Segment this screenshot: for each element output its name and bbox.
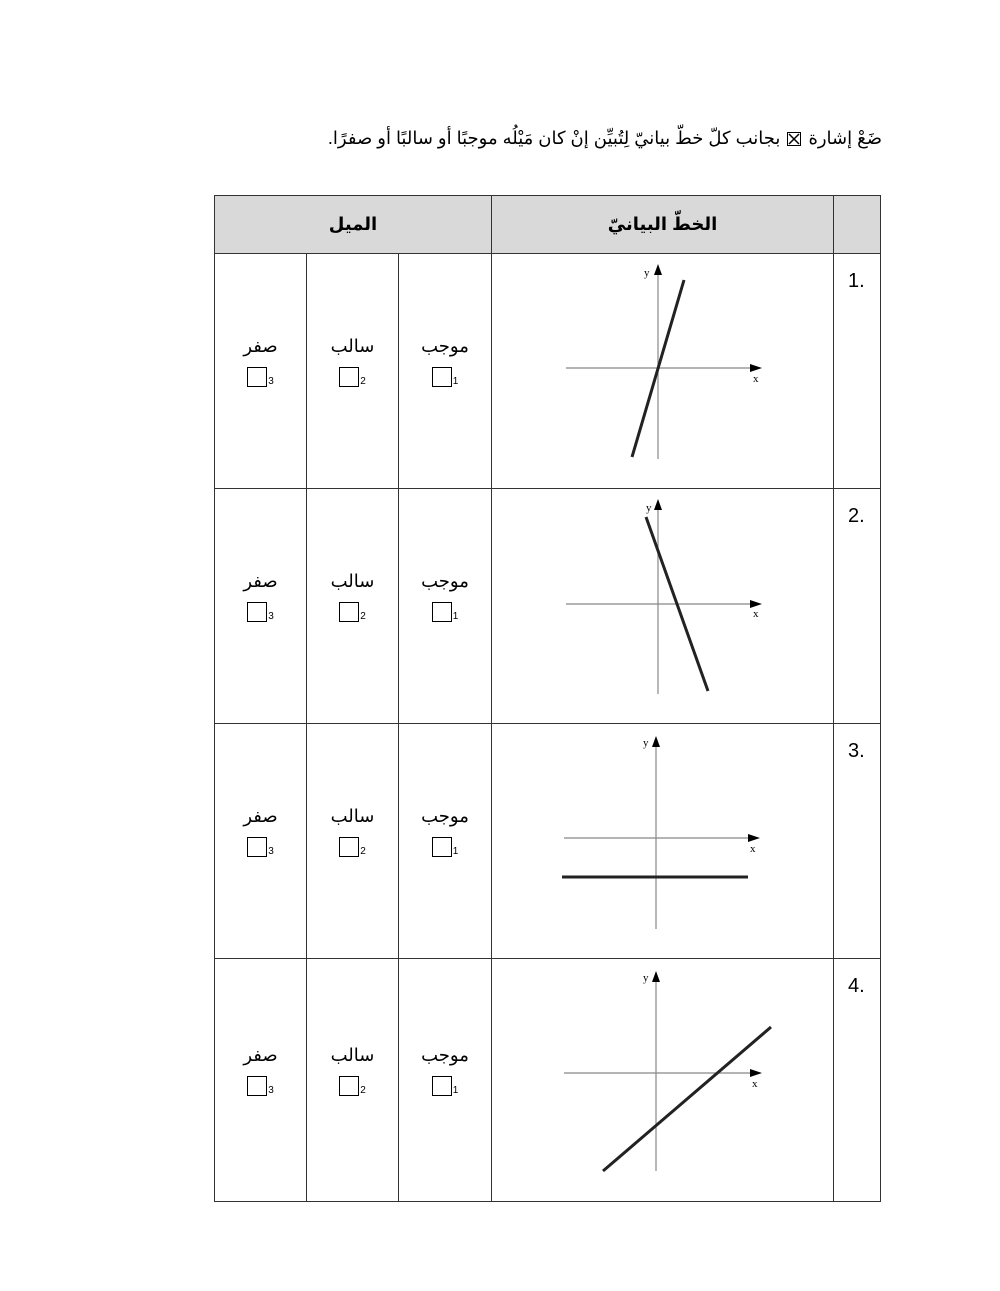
checkbox-zero[interactable]	[247, 367, 267, 387]
checkbox-number: 1	[452, 1085, 459, 1096]
x-axis-label: x	[750, 843, 756, 855]
x-axis-label: x	[753, 373, 759, 385]
graph-cell	[492, 959, 834, 1202]
checkbox-positive[interactable]	[432, 837, 452, 857]
checkbox-negative[interactable]	[339, 602, 359, 622]
checkbox-positive[interactable]	[432, 602, 452, 622]
question-number: 2.	[834, 489, 881, 724]
option-negative-cell	[307, 489, 399, 724]
header-number	[834, 196, 881, 254]
instruction-after: بجانب كلّ خطّ بيانيّ لِتُبيِّن إنْ كان مَيْلُه موجبًا أو سالبًا أو صفرًا.	[327, 128, 781, 148]
question-number: 3.	[834, 724, 881, 959]
option-zero-label: صفر	[243, 806, 278, 826]
line-graph-1	[492, 254, 834, 470]
option-negative-cell	[307, 254, 399, 489]
instruction-text	[200, 124, 882, 152]
header-graph: الخطّ البيانيّ	[492, 196, 834, 254]
checkbox-zero[interactable]	[247, 602, 267, 622]
y-axis-arrow-icon	[654, 264, 662, 275]
checkbox-negative[interactable]	[339, 1076, 359, 1096]
graph-cell	[492, 254, 834, 489]
checkbox-number: 1	[452, 611, 459, 622]
option-negative-label: سالب	[330, 336, 375, 356]
option-positive-label: موجب	[421, 806, 469, 826]
checkbox-negative[interactable]	[339, 837, 359, 857]
option-zero-cell	[215, 724, 307, 959]
question-number: 4.	[834, 959, 881, 1202]
checked-box-icon	[787, 132, 801, 146]
option-negative-label: سالب	[330, 1045, 375, 1065]
checkbox-number: 3	[268, 846, 274, 857]
checkbox-number: 2	[360, 1085, 366, 1096]
checkbox-number: 3	[268, 376, 274, 387]
checkbox-number: 2	[360, 376, 366, 387]
line-graph-3	[492, 724, 834, 940]
line-graph-2	[492, 489, 834, 705]
checkbox-number: 1	[452, 376, 459, 387]
checkbox-positive[interactable]	[432, 1076, 452, 1096]
x-axis-arrow-icon	[750, 1069, 762, 1077]
y-axis-arrow-icon	[652, 736, 660, 747]
x-axis-arrow-icon	[750, 364, 762, 372]
option-zero-label: صفر	[243, 1045, 278, 1065]
option-zero-label: صفر	[243, 571, 278, 591]
option-negative-label: سالب	[330, 806, 375, 826]
option-positive-cell	[399, 959, 492, 1202]
worksheet-table	[214, 195, 881, 1202]
x-axis-arrow-icon	[750, 600, 762, 608]
option-positive-cell	[399, 254, 492, 489]
header-row	[215, 196, 881, 254]
y-axis-label: y	[643, 737, 649, 749]
graph-cell	[492, 724, 834, 959]
checkbox-number: 3	[268, 1085, 274, 1096]
question-row-2	[215, 489, 881, 724]
x-axis-arrow-icon	[748, 834, 760, 842]
option-zero-label: صفر	[243, 336, 278, 356]
y-axis-arrow-icon	[654, 499, 662, 510]
graph-cell	[492, 489, 834, 724]
x-axis-label: x	[752, 1078, 758, 1090]
checkbox-number: 2	[360, 846, 366, 857]
option-positive-cell	[399, 724, 492, 959]
header-slope: الميل	[215, 196, 492, 254]
option-positive-label: موجب	[421, 1045, 469, 1065]
option-zero-cell	[215, 254, 307, 489]
question-row-3	[215, 724, 881, 959]
checkbox-negative[interactable]	[339, 367, 359, 387]
question-row-4	[215, 959, 881, 1202]
y-axis-label: y	[644, 267, 650, 279]
option-zero-cell	[215, 959, 307, 1202]
option-negative-cell	[307, 959, 399, 1202]
instruction-before: ضَعْ إشارة	[808, 128, 882, 148]
option-negative-cell	[307, 724, 399, 959]
checkbox-number: 3	[268, 611, 274, 622]
option-positive-cell	[399, 489, 492, 724]
y-axis-label: y	[646, 502, 652, 514]
checkbox-zero[interactable]	[247, 1076, 267, 1096]
checkbox-number: 2	[360, 611, 366, 622]
line-graph-4	[492, 959, 834, 1183]
option-positive-label: موجب	[421, 336, 469, 356]
checkbox-positive[interactable]	[432, 367, 452, 387]
option-negative-label: سالب	[330, 571, 375, 591]
graph-line	[603, 1027, 771, 1171]
option-zero-cell	[215, 489, 307, 724]
checkbox-number: 1	[452, 846, 459, 857]
y-axis-label: y	[643, 972, 649, 984]
option-positive-label: موجب	[421, 571, 469, 591]
checkbox-zero[interactable]	[247, 837, 267, 857]
y-axis-arrow-icon	[652, 971, 660, 982]
question-number: 1.	[834, 254, 881, 489]
x-axis-label: x	[753, 608, 759, 620]
question-row-1	[215, 254, 881, 489]
